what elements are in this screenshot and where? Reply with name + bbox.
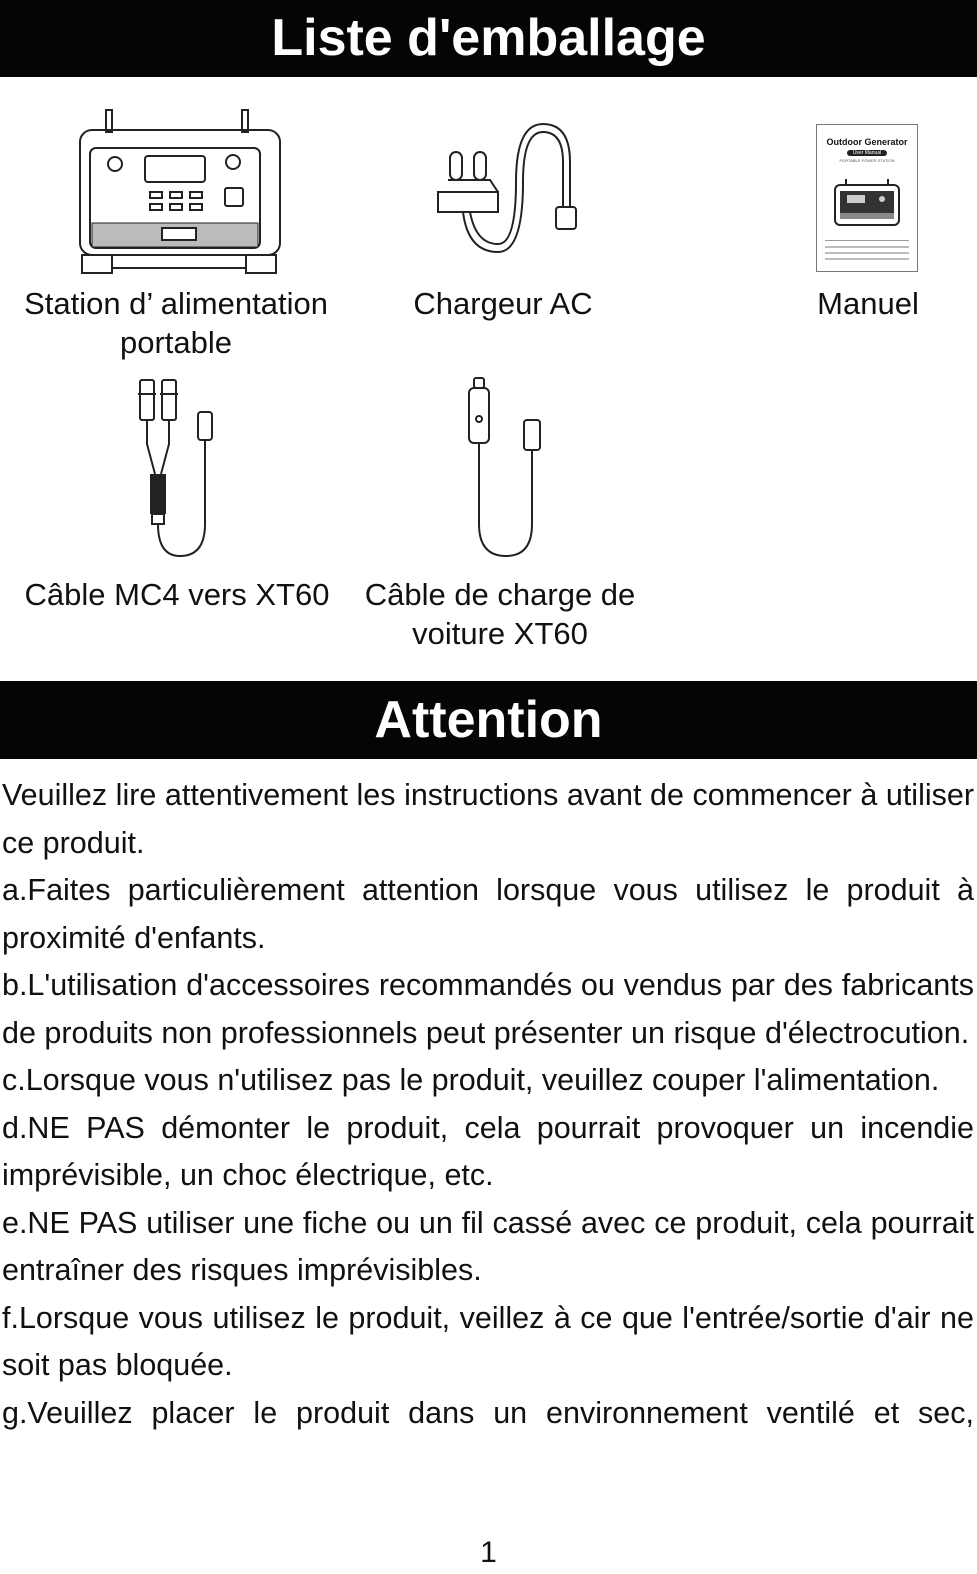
item-manual-label: Manuel — [817, 286, 919, 321]
car-cable-icon — [458, 374, 558, 564]
item-mc4-cable-label: Câble MC4 vers XT60 — [24, 577, 330, 612]
manual-icon: Outdoor Generator User Manual PORTABLE POWER STATION — [816, 124, 918, 272]
attention-point-c: c.Lorsque vous n'utilisez pas le produit, veuillez couper l'alimentation. — [2, 1063, 940, 1097]
packing-list-title: Liste d'emballage — [0, 0, 977, 77]
attention-title: Attention — [0, 681, 977, 759]
attention-point-b: b.L'utilisation d'accessoires recommandés ou vendus par des fabricants de produits non professionnels peut présenter un risque d'électrocution. — [2, 968, 974, 1050]
attention-point-e: e.NE PAS utiliser une fiche ou un fil cassé avec ce produit, cela pourrait entraîner des risques imprévisibles. — [2, 1205, 974, 1287]
ac-charger-icon — [428, 122, 578, 267]
attention-point-g: g.Veuillez placer le produit dans un environnement ventilé et sec, — [2, 1395, 974, 1430]
attention-point-a: a.Faites particulièrement attention lorsque vous utilisez le produit à proximité d'enfants. — [2, 873, 974, 955]
attention-text — [2, 772, 974, 1437]
item-power-station — [70, 108, 290, 278]
attention-point-f: f.Lorsque vous utilisez le produit, veillez à ce que l'entrée/sortie d'air ne soit pas bloquée. — [2, 1300, 974, 1382]
item-mc4-cable — [130, 374, 230, 564]
item-power-station-label: Station d’ alimentation portable — [24, 286, 328, 360]
mc4-cable-icon — [130, 374, 230, 564]
item-ac-charger — [428, 122, 578, 267]
item-car-cable — [458, 374, 558, 564]
attention-point-d: d.NE PAS démonter le produit, cela pourrait provoquer un incendie imprévisible, un choc électrique, etc. — [2, 1110, 974, 1192]
item-car-cable-label: Câble de charge de voiture XT60 — [364, 577, 636, 651]
page-number: 1 — [480, 1536, 497, 1569]
power-station-icon — [70, 108, 290, 278]
item-manual — [816, 124, 918, 272]
item-ac-charger-label: Chargeur AC — [413, 286, 593, 321]
attention-intro: Veuillez lire attentivement les instructions avant de commencer à utiliser ce produit. — [2, 778, 974, 860]
